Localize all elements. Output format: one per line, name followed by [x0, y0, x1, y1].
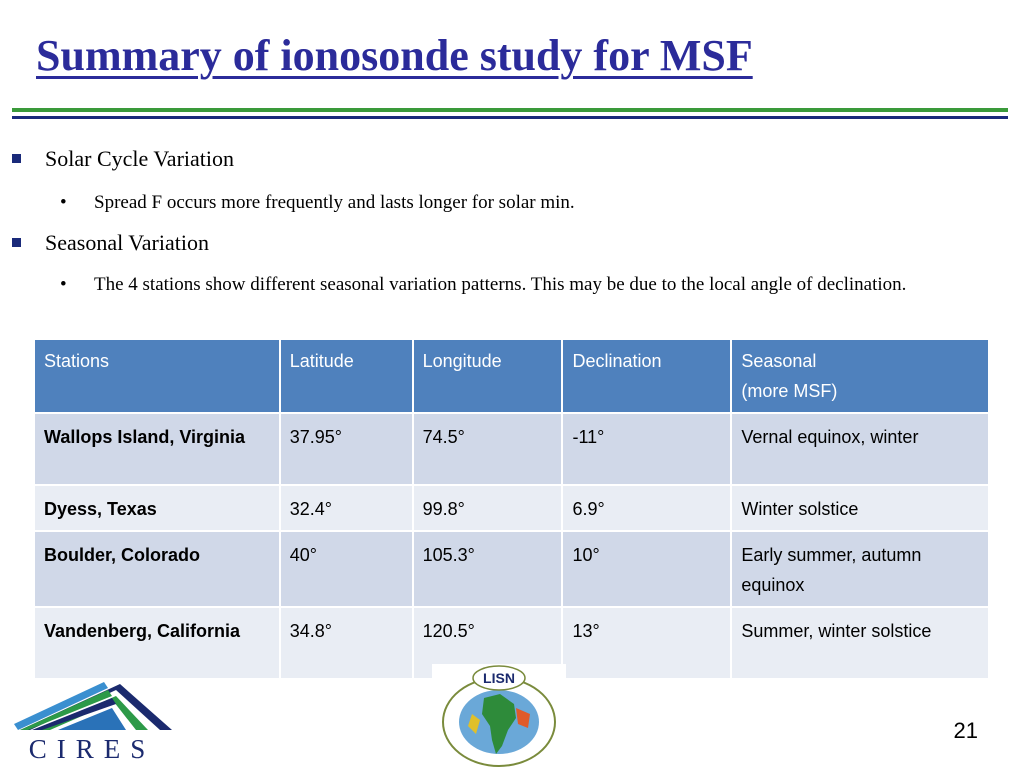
header-latitude: Latitude — [280, 340, 413, 413]
sub-bullet-stations — [60, 270, 980, 300]
cell-station: Boulder, Colorado — [35, 531, 280, 607]
cell-latitude: 40° — [280, 531, 413, 607]
cell-declination: -11° — [562, 413, 731, 485]
cell-seasonal: Vernal equinox, winter — [731, 413, 989, 485]
cell-seasonal: Early summer, autumn equinox — [731, 531, 989, 607]
cell-station: Vandenberg, California — [35, 607, 280, 679]
cell-latitude: 37.95° — [280, 413, 413, 485]
sub-bullet-text: Spread F occurs more frequently and lasts longer for solar min. — [94, 192, 575, 213]
cires-logo — [8, 678, 178, 762]
bullet-solar-cycle — [12, 146, 234, 172]
cell-longitude: 99.8° — [413, 485, 563, 531]
table-header-row — [35, 340, 989, 413]
lisn-wordmark: LISN — [483, 670, 515, 686]
dot-bullet-icon: • — [60, 274, 67, 295]
sub-bullet-text: The 4 stations show different seasonal variation patterns. This may be due to the local angle of declination. — [94, 274, 907, 295]
cell-station: Dyess, Texas — [35, 485, 280, 531]
cell-seasonal: Winter solstice — [731, 485, 989, 531]
table-row — [35, 531, 989, 607]
cell-longitude: 105.3° — [413, 531, 563, 607]
sub-bullet-spread-f — [60, 188, 980, 218]
cell-latitude: 34.8° — [280, 607, 413, 679]
bullet-label: Solar Cycle Variation — [45, 146, 234, 171]
title-divider-green — [12, 108, 1008, 112]
square-bullet-icon — [12, 238, 21, 247]
cires-wordmark: CIRES — [28, 734, 156, 762]
lisn-logo — [432, 664, 566, 768]
table-row — [35, 413, 989, 485]
cell-declination: 13° — [562, 607, 731, 679]
header-stations: Stations — [35, 340, 280, 413]
stations-table — [35, 340, 990, 680]
bullet-label: Seasonal Variation — [45, 230, 209, 255]
page-number: 21 — [953, 718, 978, 743]
table-row — [35, 485, 989, 531]
cell-declination: 6.9° — [562, 485, 731, 531]
cell-declination: 10° — [562, 531, 731, 607]
square-bullet-icon — [12, 154, 21, 163]
header-longitude: Longitude — [413, 340, 563, 413]
title-divider-blue — [12, 116, 1008, 119]
cell-latitude: 32.4° — [280, 485, 413, 531]
header-declination: Declination — [562, 340, 731, 413]
cell-longitude: 120.5° — [413, 607, 563, 679]
dot-bullet-icon: • — [60, 192, 67, 213]
slide-title: Summary of ionosonde study for MSF — [36, 31, 753, 80]
bullet-seasonal — [12, 230, 209, 256]
cell-seasonal: Summer, winter solstice — [731, 607, 989, 679]
header-seasonal: Seasonal (more MSF) — [731, 340, 989, 413]
cell-longitude: 74.5° — [413, 413, 563, 485]
cell-station: Wallops Island, Virginia — [35, 413, 280, 485]
